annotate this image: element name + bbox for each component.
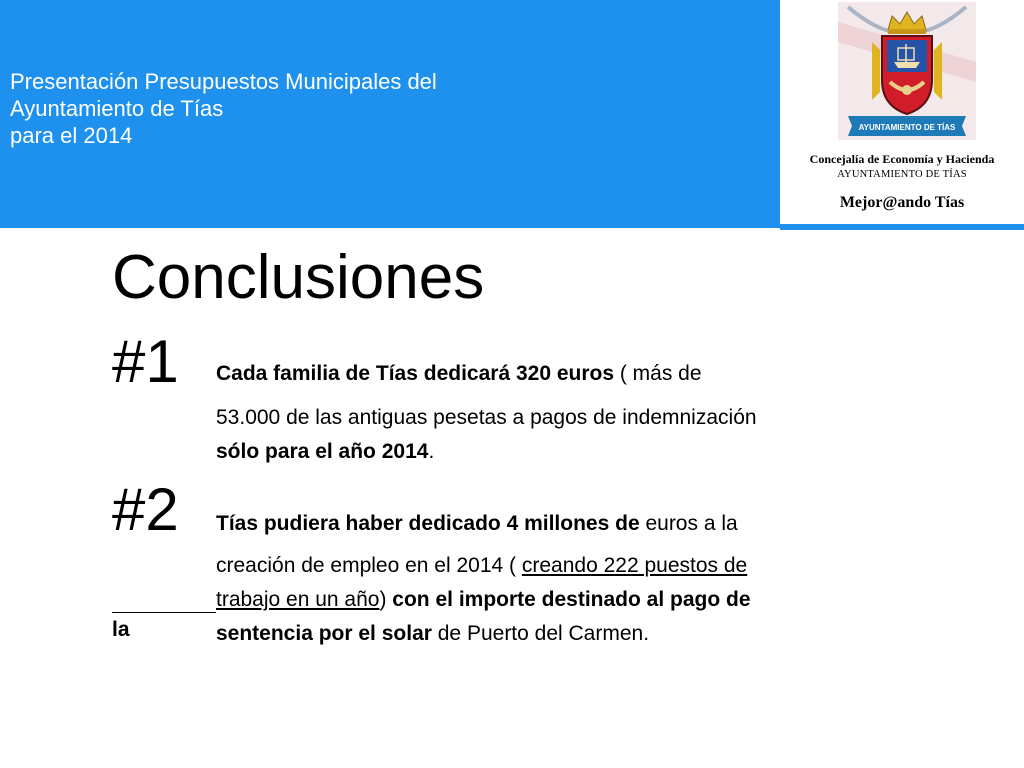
conclusion-2-bold-1: Tías pudiera haber dedicado 4 millones de xyxy=(216,512,640,535)
header-bottom-strip xyxy=(780,224,1024,230)
department-line-2: AYUNTAMIENTO DE TÍAS xyxy=(837,169,967,180)
conclusion-1-line-2: 53.000 de las antiguas pesetas a pagos de indemnización xyxy=(216,406,757,429)
conclusion-1-text-1: ( más de xyxy=(614,362,702,385)
conclusion-2-bold-2: con el importe destinado al pago de xyxy=(392,588,751,611)
conclusion-2-text-4: de Puerto del Carmen. xyxy=(431,622,650,645)
conclusion-2-underline-2: trabajo en un año xyxy=(216,588,380,611)
conclusion-1-line-1 xyxy=(216,354,702,394)
slide-heading: Conclusiones xyxy=(112,243,485,312)
conclusion-2-underline-1: creando 222 puestos de xyxy=(521,554,748,577)
title-line-3: para el 2014 xyxy=(10,123,133,148)
presentation-title xyxy=(10,68,437,149)
department-line-1: Concejalía de Economía y Hacienda xyxy=(809,152,995,166)
title-line-2: Ayuntamiento de Tías xyxy=(10,96,224,121)
conclusion-2-bold-3: sentencia por el solar xyxy=(216,622,432,645)
conclusion-1-line-3 xyxy=(216,432,434,472)
department-label xyxy=(780,152,1024,182)
header-banner xyxy=(0,0,780,228)
underline-rule xyxy=(112,612,216,613)
conclusion-1-number: #1 xyxy=(112,328,179,395)
conclusion-1-bold-1: Cada familia de Tías dedicará 320 euros xyxy=(216,362,615,385)
conclusion-2-text-2: creación de empleo en el 2014 ( xyxy=(216,554,522,577)
conclusion-2-line-1 xyxy=(216,504,738,544)
slogan: Mejor@ando Tías xyxy=(839,194,965,211)
conclusion-2-number: #2 xyxy=(112,476,179,543)
conclusion-2-text-1: euros a la xyxy=(639,512,738,535)
conclusion-1-bold-2: sólo para el año 2014 xyxy=(216,440,429,463)
title-line-1: Presentación Presupuestos Municipales del xyxy=(10,69,437,94)
coat-of-arms-icon xyxy=(838,2,976,140)
conclusion-2-la: la xyxy=(112,618,130,641)
crest-banner-text: AYUNTAMIENTO DE TÍAS xyxy=(858,123,956,132)
conclusion-2-text-3: ) xyxy=(379,588,393,611)
conclusion-2-line-4 xyxy=(216,614,649,654)
conclusion-1-text-3: . xyxy=(428,440,435,463)
